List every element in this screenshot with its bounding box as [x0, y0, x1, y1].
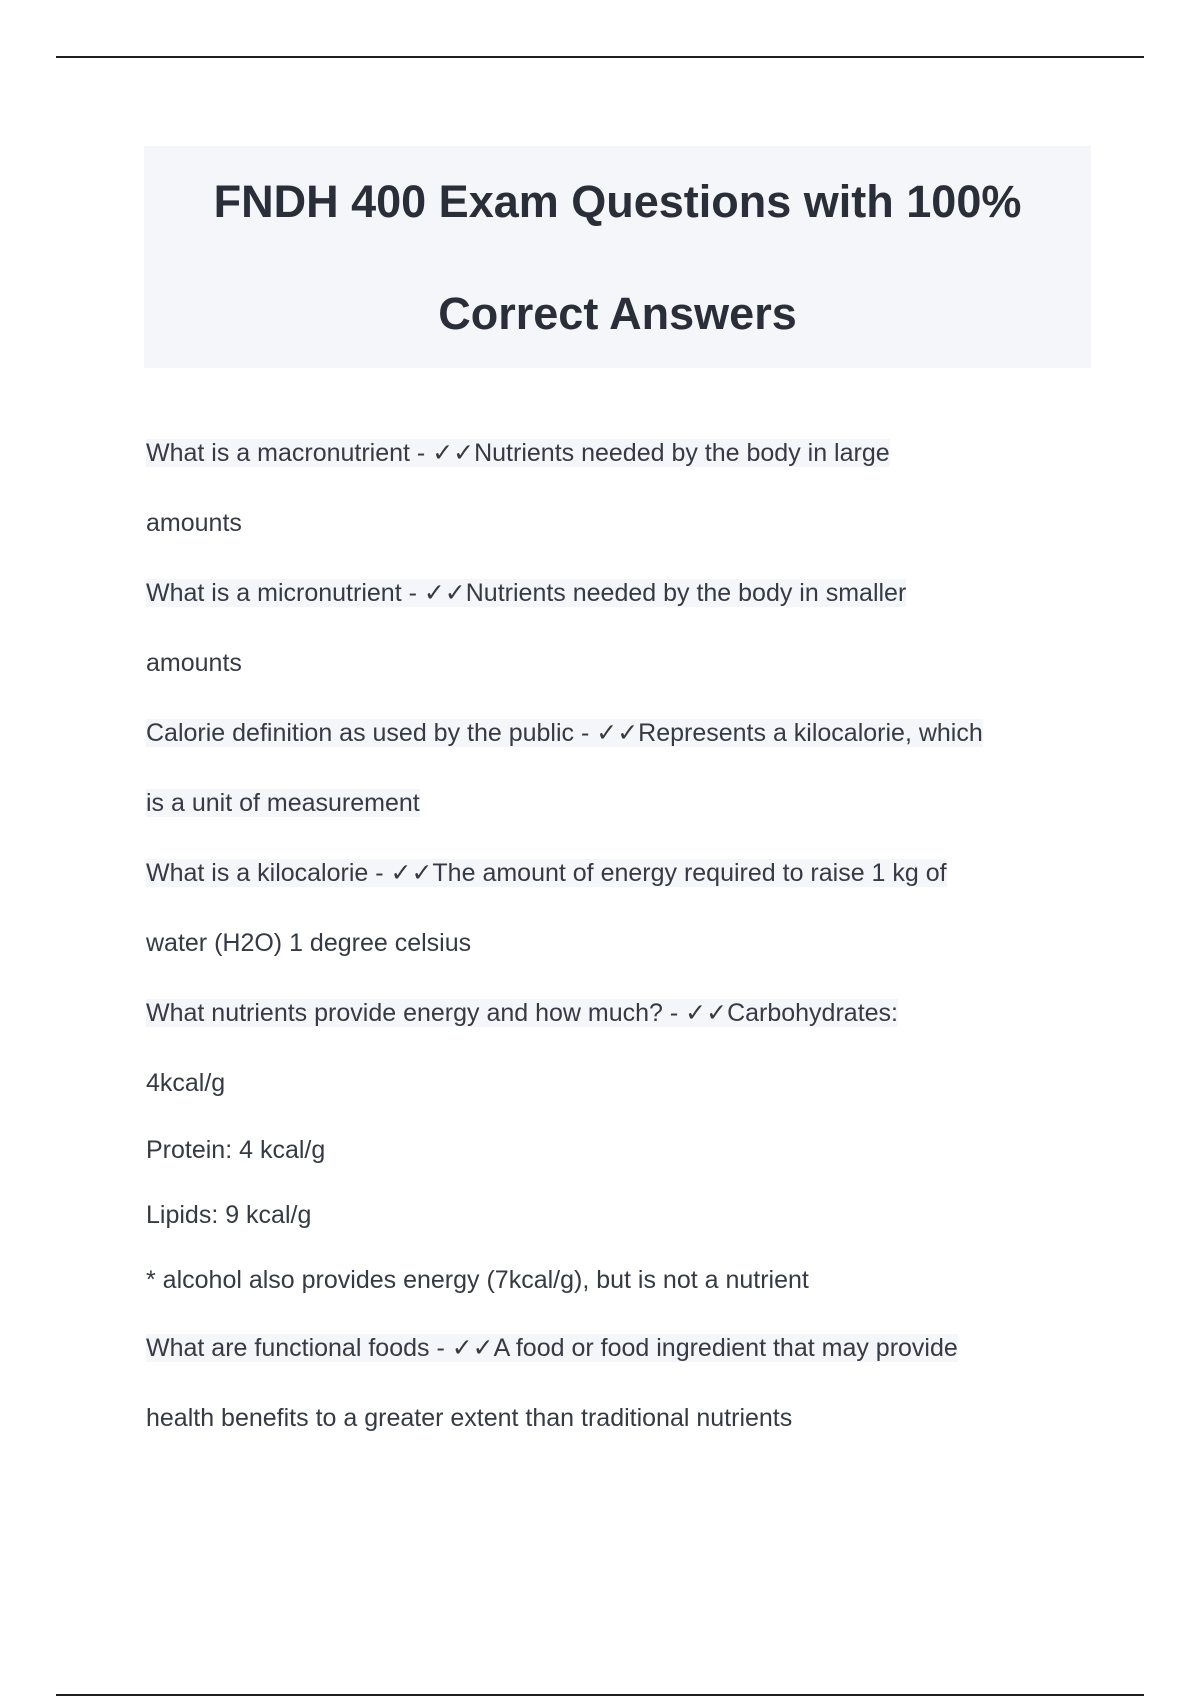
header-rule: [56, 56, 1144, 58]
qa-text: 4kcal/g: [146, 1069, 226, 1097]
qa-text: What is a macronutrient - ✓✓Nutrients needed by the body in large: [146, 439, 890, 467]
qa-entry-macronutrient: [146, 418, 1096, 558]
qa-text: What is a kilocalorie - ✓✓The amount of energy required to raise 1 kg of: [146, 859, 947, 887]
qa-text: amounts: [146, 649, 242, 677]
qa-text: is a unit of measurement: [146, 789, 420, 817]
qa-list: [146, 418, 1096, 1453]
qa-text: Calorie definition as used by the public - ✓✓Represents a kilocalorie, which: [146, 719, 983, 747]
page-title-line-2: Correct Answers: [438, 288, 797, 339]
qa-text: * alcohol also provides energy (7kcal/g), but is not a nutrient: [146, 1266, 809, 1294]
qa-text: Protein: 4 kcal/g: [146, 1136, 326, 1164]
page-title-line-1: FNDH 400 Exam Questions with 100%: [213, 176, 1022, 227]
qa-entry-energy-nutrients: [146, 978, 1096, 1118]
title-block: [144, 146, 1091, 368]
qa-entry-energy-nutrients-continued: [146, 1118, 1096, 1313]
qa-text: What is a micronutrient - ✓✓Nutrients needed by the body in smaller: [146, 579, 907, 607]
qa-text: What are functional foods - ✓✓A food or food ingredient that may provide: [146, 1334, 958, 1362]
qa-text: health benefits to a greater extent than traditional nutrients: [146, 1404, 793, 1432]
qa-text: What nutrients provide energy and how much? - ✓✓Carbohydrates:: [146, 999, 898, 1027]
qa-text: Lipids: 9 kcal/g: [146, 1201, 312, 1229]
qa-entry-micronutrient: [146, 558, 1096, 698]
qa-entry-functional-foods: [146, 1313, 1096, 1453]
qa-entry-calorie-definition: [146, 698, 1096, 838]
qa-text: water (H2O) 1 degree celsius: [146, 929, 472, 957]
qa-entry-kilocalorie: [146, 838, 1096, 978]
footer-rule: [56, 1694, 1144, 1696]
qa-text: amounts: [146, 509, 242, 537]
